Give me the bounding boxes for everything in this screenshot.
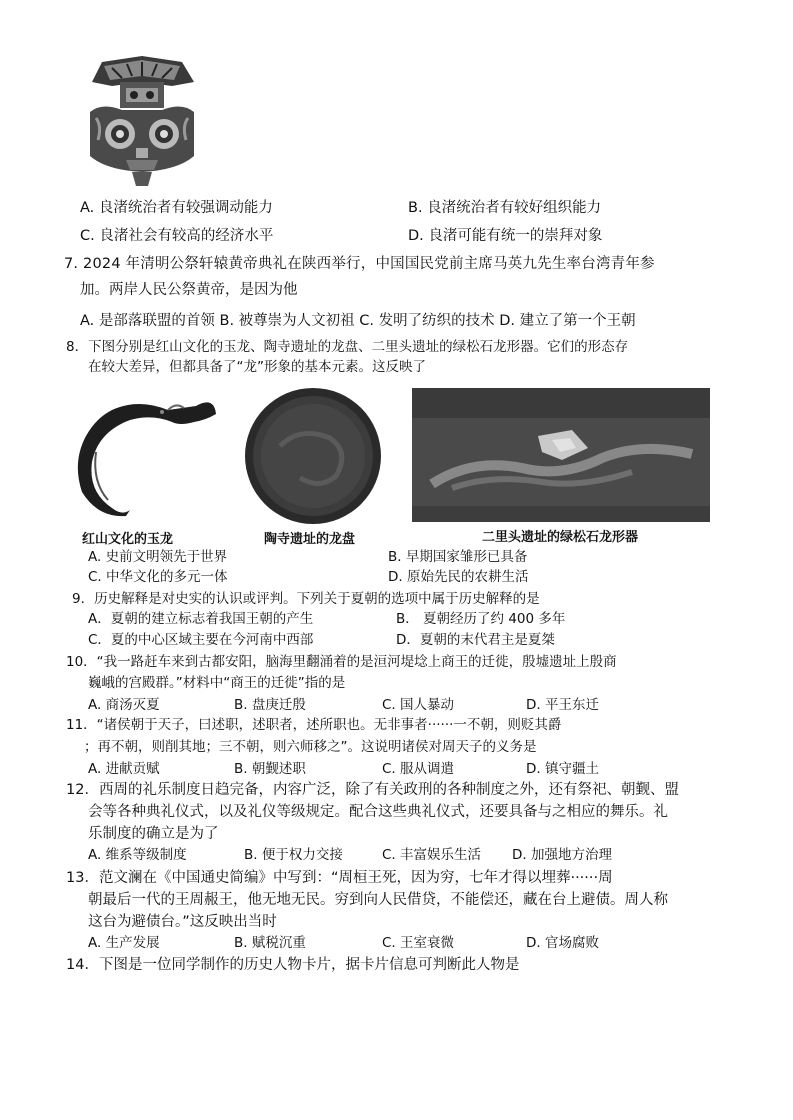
q8-option-b[interactable]: B. 早期国家雏形已具备 (388, 549, 528, 565)
q12-option-a[interactable]: A. 维系等级制度 (88, 847, 187, 863)
q10-stem-line1: 10．“我一路赶车来到古都安阳，脑海里翻涌着的是洹河堤埝上商王的迁徙，殷墟遗址上殷商 (66, 654, 617, 670)
q13-option-c[interactable]: C. 王室衰微 (382, 935, 455, 951)
q6-option-a[interactable]: A. 良渚统治者有较强调动能力 (80, 200, 273, 216)
q8-stem-line1: 8．下图分别是红山文化的玉龙、陶寺遗址的龙盘、二里头遗址的绿松石龙形器。它们的形态存 (66, 339, 629, 355)
q14-stem-line1: 14．下图是一位同学制作的历史人物卡片，据卡片信息可判断此人物是 (66, 957, 520, 973)
q11-option-b[interactable]: B. 朝觐述职 (234, 761, 306, 777)
q6-option-d[interactable]: D. 良渚可能有统一的崇拜对象 (408, 228, 603, 244)
q11-stem-line1: 11．“诸侯朝于天子，曰述职，述职者，述所职也。无非事者······一不朝，则贬其爵 (66, 717, 562, 733)
q8-stem-line2: 在较大差异，但都具备了“龙”形象的基本元素。这反映了 (88, 359, 426, 375)
q11-option-d[interactable]: D. 镇守疆土 (526, 761, 599, 777)
q11-option-a[interactable]: A. 进献贡赋 (88, 761, 160, 777)
q7-stem-line2: 加。两岸人民公祭黄帝，是因为他 (80, 282, 298, 298)
q8-caption-turquoise-dragon: 二里头遗址的绿松石龙形器 (482, 530, 639, 545)
q9-option-b[interactable]: B． 夏朝经历了约 400 多年 (396, 611, 566, 627)
q6-jade-emblem-image (82, 52, 202, 188)
q10-stem-line2: 巍峨的宫殿群。”材料中“商王的迁徙”指的是 (88, 675, 346, 691)
q6-option-c[interactable]: C. 良渚社会有较高的经济水平 (80, 228, 274, 244)
q10-option-b[interactable]: B. 盘庚迁殷 (234, 697, 306, 713)
q8-dragon-plate-image (240, 386, 386, 526)
q10-option-c[interactable]: C. 国人暴动 (382, 697, 455, 713)
q13-stem-line2: 朝最后一代的王周赧王，他无地无民。穷到向人民借贷，不能偿还，藏在台上避债。周人称 (88, 892, 668, 908)
turquoise-dragon-icon (412, 388, 710, 522)
q13-stem-line1: 13．范文澜在《中国通史简编》中写到：“周桓王死，因为穷，七年才得以埋葬······周 (66, 870, 613, 886)
q12-option-d[interactable]: D. 加强地方治理 (512, 847, 612, 863)
q13-option-a[interactable]: A. 生产发展 (88, 935, 160, 951)
q9-stem-line1: 9．历史解释是对史实的认识或评判。下列关于夏朝的选项中属于历史解释的是 (72, 591, 540, 607)
q11-option-c[interactable]: C. 服从调遣 (382, 761, 455, 777)
q11-stem-line2: ；再不朝，则削其地；三不朝，则六师移之”。这说明诸侯对周天子的义务是 (84, 739, 537, 755)
q12-stem-line1: 12．西周的礼乐制度日趋完备，内容广泛，除了有关政刑的各种制度之外，还有祭祀、朝觐、盟 (66, 782, 679, 798)
q8-jade-dragon-image (68, 392, 228, 522)
q7-options[interactable]: A. 是部落联盟的首领 B. 被尊崇为人文初祖 C. 发明了纺织的技术 D. 建立了第一个王朝 (80, 313, 636, 329)
q7-stem-line1: 7. 2024 年清明公祭轩辕黄帝典礼在陕西举行，中国国民党前主席马英九先生率台湾青年参 (64, 256, 655, 272)
q8-caption-dragon-plate: 陶寺遗址的龙盘 (264, 532, 356, 547)
q10-option-d[interactable]: D. 平王东迁 (526, 697, 599, 713)
q6-option-b[interactable]: B. 良渚统治者有较好组织能力 (408, 200, 602, 216)
q9-option-a[interactable]: A．夏朝的建立标志着我国王朝的产生 (88, 611, 314, 627)
q8-option-d[interactable]: D. 原始先民的农耕生活 (388, 569, 529, 585)
dragon-plate-icon (240, 386, 386, 526)
q8-caption-jade-dragon: 红山文化的玉龙 (82, 532, 174, 547)
q12-stem-line3: 乐制度的确立是为了 (88, 826, 219, 842)
q8-option-c[interactable]: C. 中华文化的多元一体 (88, 569, 228, 585)
q9-option-d[interactable]: D．夏朝的末代君主是夏桀 (396, 632, 555, 648)
jade-dragon-icon (68, 392, 228, 522)
q13-stem-line3: 这台为避债台。”这反映出当时 (88, 914, 277, 930)
q13-option-d[interactable]: D. 官场腐败 (526, 935, 599, 951)
q9-option-c[interactable]: C．夏的中心区域主要在今河南中西部 (88, 632, 314, 648)
jade-cong-mask-emblem-icon (82, 52, 202, 188)
q8-turquoise-dragon-image (412, 388, 710, 522)
q13-option-b[interactable]: B. 赋税沉重 (234, 935, 306, 951)
q8-option-a[interactable]: A. 史前文明领先于世界 (88, 549, 228, 565)
q12-option-b[interactable]: B. 便于权力交接 (244, 847, 343, 863)
q10-option-a[interactable]: A. 商汤灭夏 (88, 697, 160, 713)
q12-stem-line2: 会等各种典礼仪式，以及礼仪等级规定。配合这些典礼仪式，还要具备与之相应的舞乐。礼 (88, 804, 668, 820)
q12-option-c[interactable]: C. 丰富娱乐生活 (382, 847, 482, 863)
